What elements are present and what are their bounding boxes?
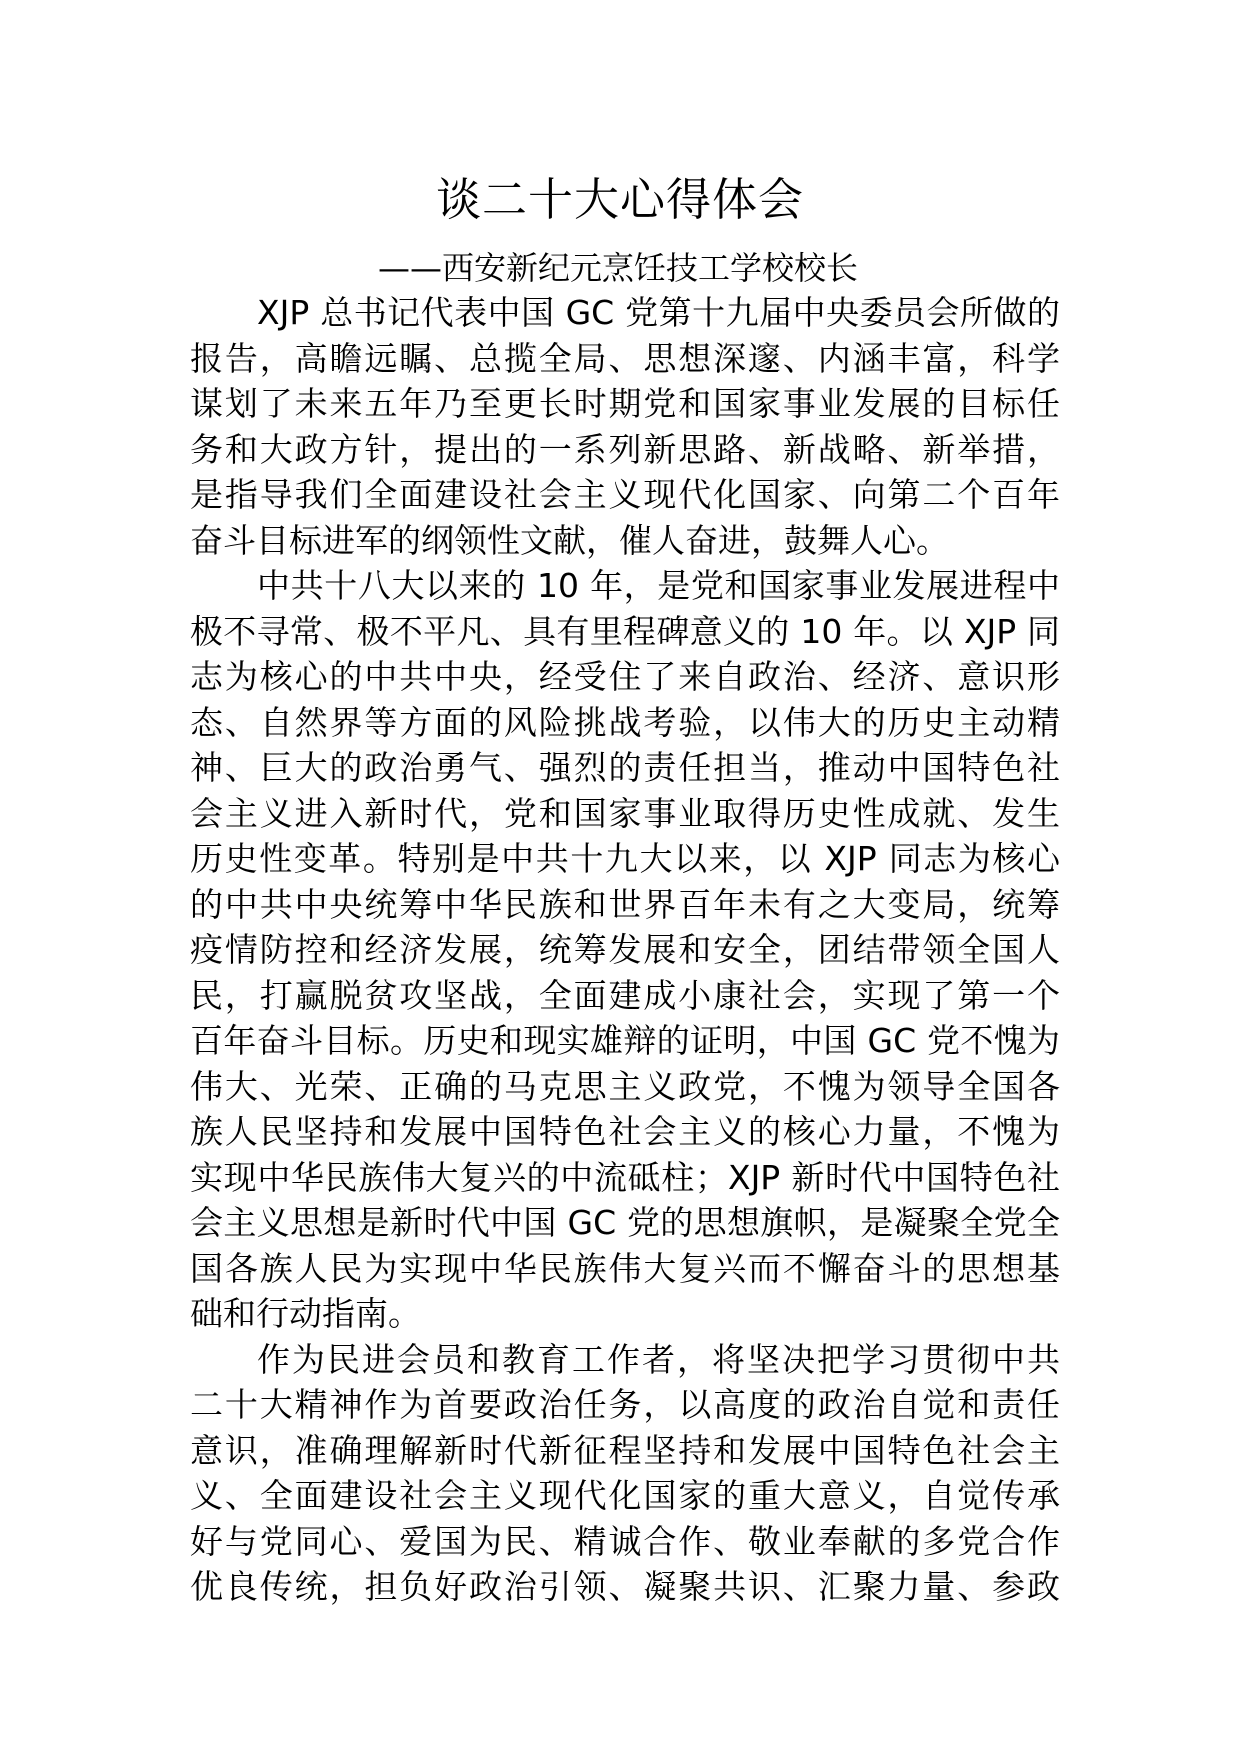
text-line: 义、全面建设社会主义现代化国家的重大意义，自觉传承: [190, 1476, 1060, 1515]
text-line: 百年奋斗目标。历史和现实雄辩的证明，中国 GC 党不愧为: [190, 1021, 1060, 1060]
text-line: 作为民进会员和教育工作者，将坚决把学习贯彻中共: [257, 1339, 1060, 1379]
text-line: 报告，高瞻远瞩、总揽全局、思想深邃、内涵丰富，科学: [190, 338, 1060, 378]
text-line: 会主义思想是新时代中国 GC 党的思想旗帜，是凝聚全党全: [190, 1203, 1060, 1242]
text-line: 会主义进入新时代，党和国家事业取得历史性成就、发生: [190, 793, 1060, 833]
text-line: 国各族人民为实现中华民族伟大复兴而不懈奋斗的思想基: [190, 1248, 1060, 1288]
text-line: 谋划了未来五年乃至更长时期党和国家事业发展的目标任: [190, 384, 1060, 423]
text-line: 奋斗目标进军的纲领性文献，催人奋进，鼓舞人心。: [190, 520, 949, 560]
text-line: 是指导我们全面建设社会主义现代化国家、向第二个百年: [190, 475, 1060, 514]
text-line: 实现中华民族伟大复兴的中流砥柱；XJP 新时代中国特色社: [190, 1157, 1060, 1197]
text-line: 态、自然界等方面的风险挑战考验，以伟大的历史主动精: [190, 702, 1060, 742]
text-line: 优良传统，担负好政治引领、凝聚共识、汇聚力量、参政: [190, 1567, 1060, 1606]
text-line: 二十大精神作为首要政治任务，以高度的政治自觉和责任: [190, 1385, 1060, 1424]
text-line: XJP 总书记代表中国 GC 党第十九届中央委员会所做的: [257, 293, 1060, 332]
text-line: 中共十八大以来的 10 年，是党和国家事业发展进程中: [257, 566, 1060, 605]
text-line: 意识，准确理解新时代新征程坚持和发展中国特色社会主: [190, 1430, 1060, 1470]
text-line: 志为核心的中共中央，经受住了来自政治、经济、意识形: [190, 657, 1060, 696]
text-line: 历史性变革。特别是中共十九大以来，以 XJP 同志为核心: [190, 839, 1060, 878]
document-title: 谈二十大心得体会: [435, 173, 804, 226]
text-line: 础和行动指南。: [190, 1294, 421, 1333]
paragraph: [190, 563, 1060, 1337]
text-line: 疫情防控和经济发展，统筹发展和安全，团结带领全国人: [190, 930, 1060, 969]
text-line: 民，打赢脱贫攻坚战，全面建成小康社会，实现了第一个: [190, 975, 1060, 1015]
text-line: 务和大政方针，提出的一系列新思路、新战略、新举措，: [190, 429, 1060, 469]
text-line: 族人民坚持和发展中国特色社会主义的核心力量，不愧为: [190, 1112, 1060, 1151]
text-line: 好与党同心、爱国为民、精诚合作、敬业奉献的多党合作: [190, 1521, 1060, 1561]
text-line: 的中共中央统筹中华民族和世界百年未有之大变局，统筹: [190, 884, 1060, 924]
paragraph: [190, 1337, 1060, 1610]
document-subtitle: ——西安新纪元烹饪技工学校校长: [378, 249, 859, 287]
text-line: 神、巨大的政治勇气、强烈的责任担当，推动中国特色社: [190, 748, 1060, 787]
text-line: 极不寻常、极不平凡、具有里程碑意义的 10 年。以 XJP 同: [190, 611, 1060, 651]
paragraph: [190, 290, 1060, 563]
text-line: 伟大、光荣、正确的马克思主义政党，不愧为领导全国各: [190, 1066, 1060, 1106]
document-body: [190, 290, 1060, 1610]
